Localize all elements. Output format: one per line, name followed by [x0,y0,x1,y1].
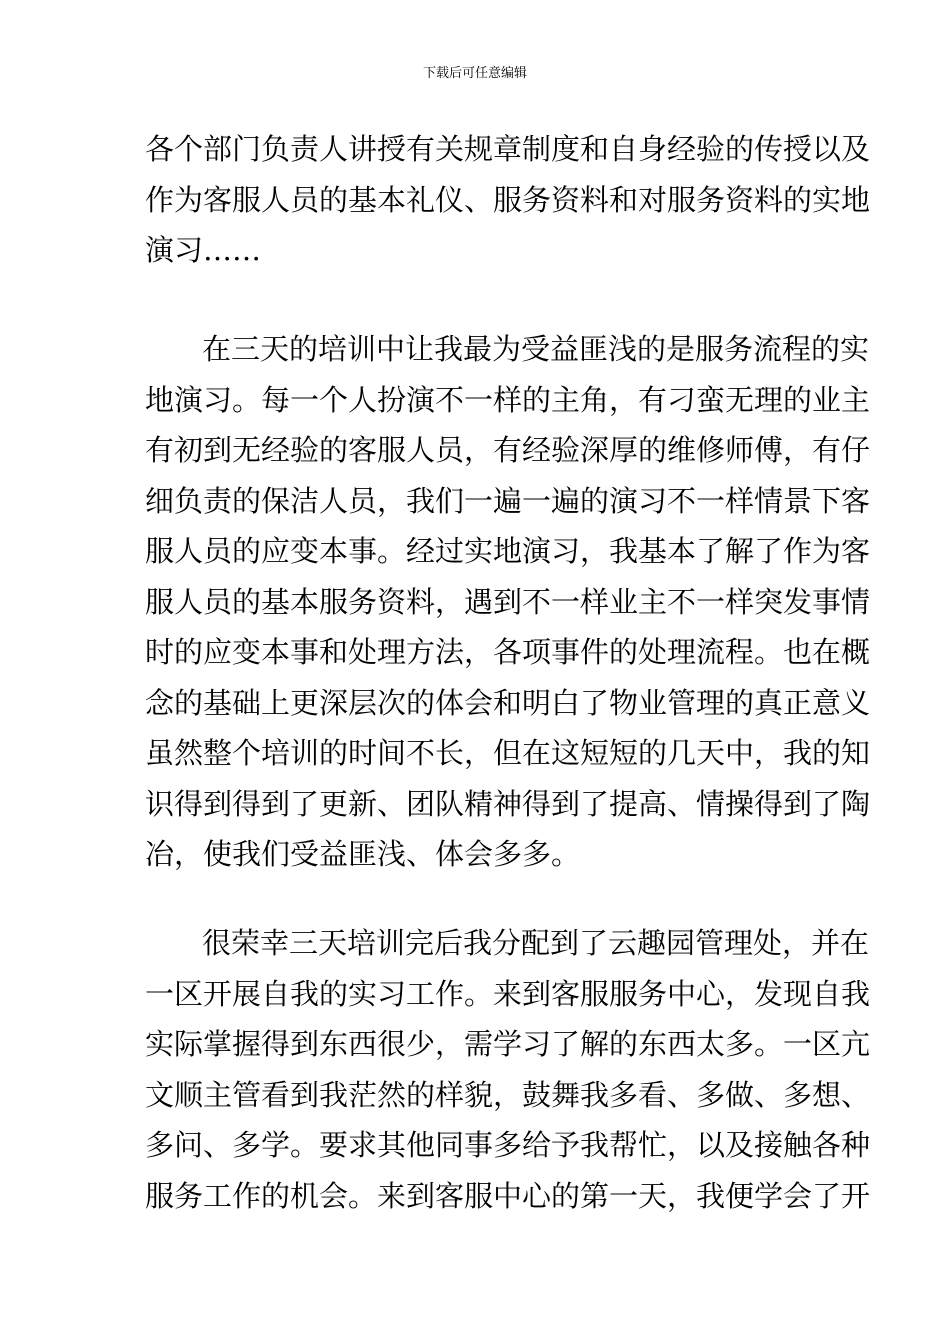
text-line: 在三天的培训中让我最为受益匪浅的是服务流程的实 [202,332,870,366]
text-line: 地演习。每一个人扮演不一样的主角，有刁蛮无理的业主 [145,382,871,417]
page-header: 下载后可任意编辑 [422,66,527,81]
text-line: 一区开展自我的实习工作。来到客服服务中心，发现自我 [145,976,871,1011]
text-line: 虽然整个培训的时间不长，但在这短短的几天中，我的知 [145,736,871,770]
text-line: 冶，使我们受益匪浅、体会多多。 [145,837,581,871]
text-line: 服人员的基本服务资料，遇到不一样业主不一样突发事情 [145,584,871,619]
text-line: 文顺主管看到我茫然的样貌，鼓舞我多看、多做、多想、 [145,1077,871,1112]
text-line: 实际掌握得到东西很少，需学习了解的东西太多。一区亢 [145,1027,871,1061]
text-line: 演习…… [145,233,262,267]
text-line: 各个部门负责人讲授有关规章制度和自身经验的传授以及 [145,132,871,166]
text-line: 有初到无经验的客服人员，有经验深厚的维修师傅，有仔 [145,433,871,467]
text-line: 很荣幸三天培训完后我分配到了云趣园管理处，并在 [202,926,870,960]
text-line: 作为客服人员的基本礼仪、服务资料和对服务资料的实地 [145,182,871,217]
text-line: 多问、多学。要求其他同事多给予我帮忙，以及接触各种 [145,1128,871,1162]
text-line: 服人员的应变本事。经过实地演习，我基本了解了作为客 [145,534,871,568]
text-line: 念的基础上更深层次的体会和明白了物业管理的真正意义 [145,685,871,720]
text-line: 时的应变本事和处理方法，各项事件的处理流程。也在概 [145,635,871,669]
paragraph-3 [145,918,871,1221]
text-line: 服务工作的机会。来到客服中心的第一天，我便学会了开 [145,1178,871,1213]
text-line: 识得到得到了更新、团队精神得到了提高、情操得到了陶 [145,786,871,821]
text-line: 细负责的保洁人员，我们一遍一遍的演习不一样情景下客 [145,483,871,518]
paragraph-1 [145,124,871,276]
paragraph-2 [145,324,871,880]
